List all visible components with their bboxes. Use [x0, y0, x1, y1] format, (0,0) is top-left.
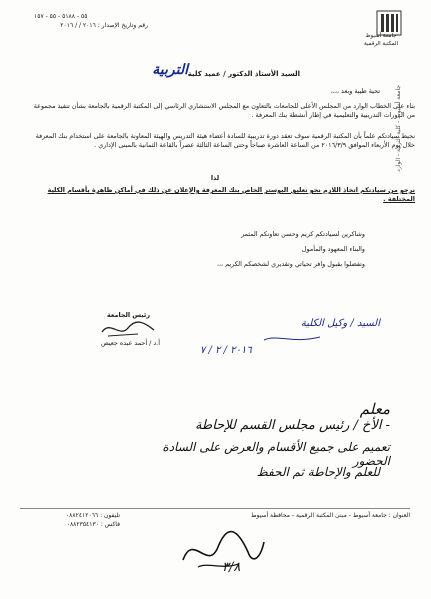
handwritten-date: ٢٠١٦ / ٢ / ٧ [200, 345, 252, 356]
paragraph-1: بناء على الخطاب الوارد من المجلس الأعلى للجامعات بالتعاون مع المجلس الاستشاري الرئاسي إلى المكتبة الرقمية بالجامعة بشأن تنفيذ مجموعة من الدورات التدريبية والتعليمية في إطار أنشطة بنك المعرفة . [33, 102, 415, 119]
annotation-line-3: للعلم والإحاطة ثم الحفظ [256, 465, 380, 479]
library-name: المكتبة الرقمية [363, 41, 399, 47]
closing-line-1: وشاكرين لسيادتكم كريم وحسن تعاونكم المثمر [241, 230, 365, 238]
therefore-label: لذا [210, 174, 220, 182]
closing-line-3: وتفضلوا بقبول وافر تحياتي وتقديري لشخصكم الكريم ،،، [216, 260, 365, 268]
footer-divider [20, 508, 410, 509]
bottom-handwritten-date: ٣/٨ [222, 560, 241, 575]
president-signature-icon [98, 318, 158, 340]
reference-number: ٥٥ - ٥١٨٨ - ٥٥ - ١٥٧ [34, 13, 88, 20]
closing-line-2: والبناء المعهود والمأمول [301, 245, 365, 253]
footer-phone: تليفون : ٠٨٨٢٤١٢٠٦٦ [65, 512, 120, 519]
footer-fax: فاكس : ٠٨٨٢٣٥٤١٣٠ [66, 521, 120, 528]
handwritten-underline-icon [262, 332, 322, 346]
side-margin-stamp: جامعة أسيوط - كلية التربية - الوارد [395, 85, 402, 172]
paragraph-2: نحيط سيادتكم علماً بأن المكتبة الرقمية سوف تعقد دورة تدريبية للسادة أعضاء هيئة التدريس والهيئة المعاونة بالجامعة على استخدام بنك المعرفة خلال يوم الأربعاء الموافق ٢٠١٦/٣/٩ من الساعة العاشرة صباحاً وحتى الساعة الثالثة عصراً بالقاعة الثمانية بالمبنى الإداري . [35, 132, 415, 149]
request-paragraph: نرجو من سيادتكم اتخاذ اللازم نحو تعليق البوستر الخاص بنك المعرفة والإعلان عن ذلك في أماكن ظاهرة بأقسام الكلية المختلفة . [47, 186, 415, 203]
signature-title: رئيس الجامعة [107, 311, 150, 319]
annotation-line-2: تعميم على جميع الأقسام والعرض على السادة الحضور [162, 440, 390, 468]
president-name: أ.د / أحمد عبده جعيص [101, 339, 160, 347]
annotation-heading: معلم [359, 400, 390, 418]
footer-address: العنوان : جامعة أسيوط - مبنى المكتبة الرقمية - محافظة أسيوط [250, 512, 410, 519]
addressee-title: السيد الأستاذ الدكتور / عميد كلية [187, 70, 300, 78]
annotation-line-1: - الأخ / رئيس مجلس القسم للإحاطة [194, 418, 390, 433]
handwritten-note-top: السيد / وكيل الكلية [300, 318, 380, 329]
university-name: جامعة أسيوط [365, 33, 397, 39]
addressee-handwritten: التربية [152, 62, 188, 78]
issue-date-line: رقم وتاريخ الإصدار : ٢٠١٦ / / ٢٠١٦ [60, 22, 148, 29]
greeting: تحية طيبة وبعد ،،،، [330, 87, 380, 95]
